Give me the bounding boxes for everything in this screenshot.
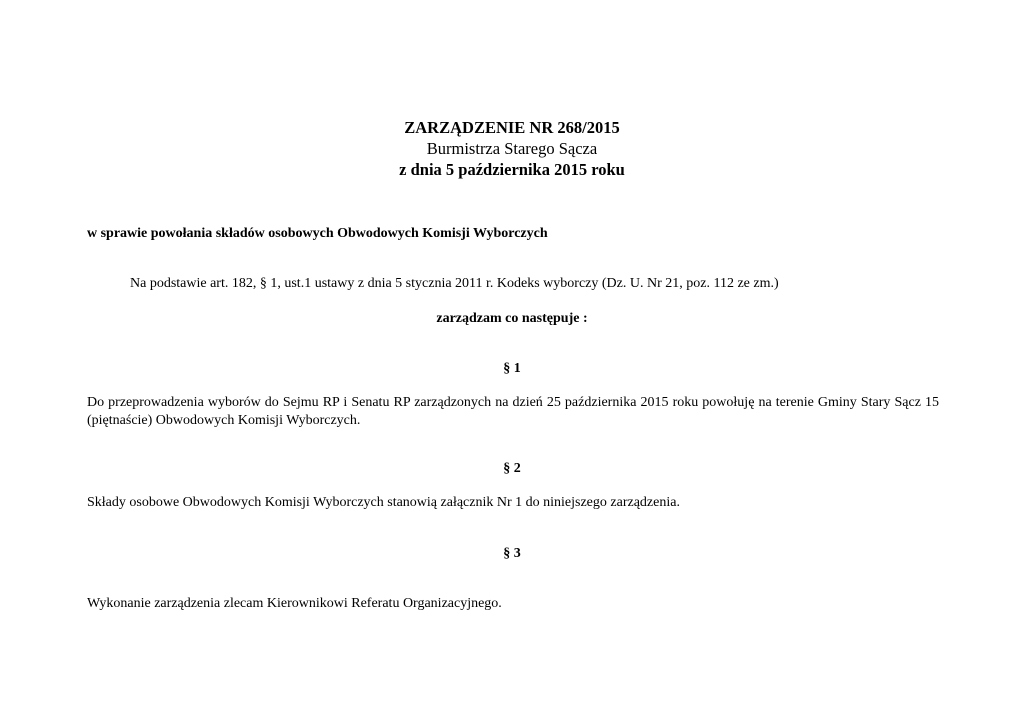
- paragraph-3-heading: § 3: [503, 546, 521, 561]
- paragraph-1-text: Do przeprowadzenia wyborów do Sejmu RP i Senatu RP zarządzonych na dzień 25 października 2015 roku powołuję na terenie Gminy Stary Sącz 15 (piętnaście) Obwodowych Komisji Wyborczych.: [87, 395, 939, 428]
- paragraph-2-text: Składy osobowe Obwodowych Komisji Wyborczych stanowią załącznik Nr 1 do niniejszego zarządzenia.: [87, 495, 680, 510]
- document-date: z dnia 5 października 2015 roku: [399, 160, 625, 179]
- document-number: ZARZĄDZENIE NR 268/2015: [404, 118, 620, 137]
- document-subject: w sprawie powołania składów osobowych Obwodowych Komisji Wyborczych: [87, 226, 548, 241]
- document-issuer: Burmistrza Starego Sącza: [426, 139, 598, 158]
- paragraph-3-text: Wykonanie zarządzenia zlecam Kierownikowi Referatu Organizacyjnego.: [87, 596, 502, 611]
- document-header: [0, 117, 1024, 180]
- paragraph-2-heading: § 2: [503, 461, 521, 476]
- legal-basis: Na podstawie art. 182, § 1, ust.1 ustawy z dnia 5 stycznia 2011 r. Kodeks wyborczy (Dz. U. Nr 21, poz. 112 ze zm.): [130, 276, 779, 291]
- decree-phrase: zarządzam co następuje :: [436, 311, 588, 326]
- paragraph-1-heading: § 1: [503, 361, 521, 376]
